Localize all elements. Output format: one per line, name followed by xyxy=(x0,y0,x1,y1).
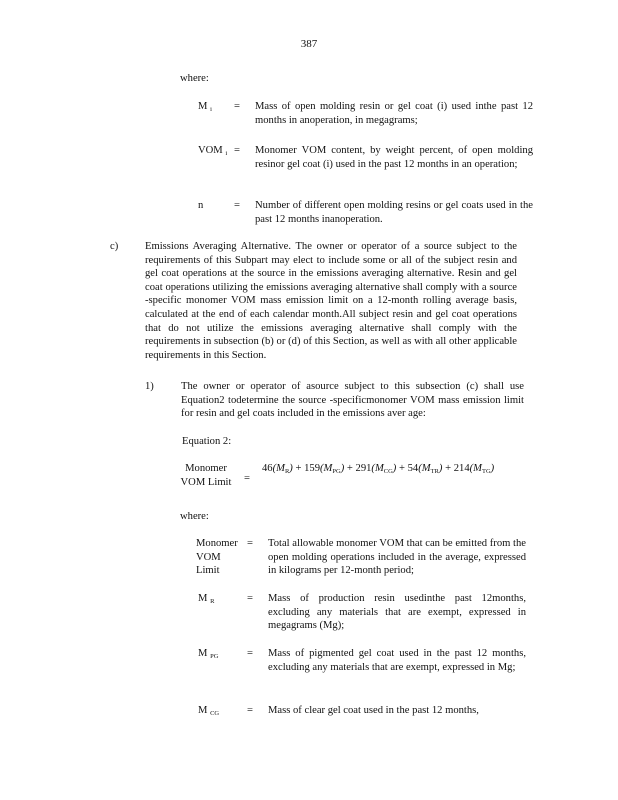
equals-sign: = xyxy=(247,705,253,716)
symbol-n: n xyxy=(198,200,204,211)
definition-monomer-vom-limit: Total allowable monomer VOM that can be emitted from the open molding operations included in the average, expressed in kilograms per 12-month period; xyxy=(268,538,526,577)
equation-label: Equation 2: xyxy=(182,436,232,447)
equals-sign: = xyxy=(234,145,240,156)
item-label-1: 1) xyxy=(145,381,154,392)
definition-n: Number of different open molding resins or gel coats used in the past 12 months inanoperation. xyxy=(255,200,533,225)
symbol-vomi: VOM $_i$ xyxy=(198,145,228,157)
equals-sign: = xyxy=(247,593,253,604)
symbol-monomer-vom-limit: Monomer VOM Limit xyxy=(196,538,238,577)
definition-mr: Mass of production resin usedinthe past 12months, excluding any materials that are exempt, expressed in megagrams (Mg); xyxy=(268,593,526,632)
equals-sign: = xyxy=(247,648,253,659)
equals-sign: = xyxy=(234,200,240,211)
symbol-mcg: M $_{CG}$ xyxy=(198,705,220,717)
symbol-mpg: M $_{PG}$ xyxy=(198,648,219,660)
definition-mi: Mass of open molding resin or gel coat (i) used inthe past 12 months in anoperation, in megagrams; xyxy=(255,101,533,126)
equation-rhs: $46(M_R) + 159(M_{PG}) + 291(M_{CG}) + 54(M_{TR}) + 214(M_{TG})$ xyxy=(262,463,495,475)
equals-sign: = xyxy=(234,101,240,112)
definition-mcg: Mass of clear gel coat used in the past 12 months, xyxy=(268,705,479,716)
where-label-1: where: xyxy=(180,73,209,84)
definition-mpg: Mass of pigmented gel coat used in the past 12 months, excluding any materials that are exempt, expressed in Mg; xyxy=(268,648,526,673)
equation-equals: = xyxy=(244,473,250,484)
section-label-c: c) xyxy=(110,241,119,252)
symbol-mr: M $_R$ xyxy=(198,593,215,605)
symbol-mi: M $_i$ xyxy=(198,101,212,113)
page-number: 387 xyxy=(300,38,318,50)
equals-sign: = xyxy=(247,538,253,549)
item-1-text: The owner or operator of asource subject to this subsection (c) shall use Equation2 todetermine the source -specificmonomer VOM mass emission limit for resin and gel coats included in the emissions aver age: xyxy=(181,381,524,420)
where-label-2: where: xyxy=(180,511,209,522)
section-c-text: Emissions Averaging Alternative. The owner or operator of a source subject to the requirements of this Subpart may elect to include some or all of the subject resin and gel coat operations at the source in the emissions averaging alternative. Resin and gel coat operations utilizing the emissions averaging alternative shall comply with a source -specific monomer VOM mass emission limit on a 12-month rolling average basis, calculated at the end of each calendar month.All subject resin and gel coat operations that do not utilize the emissions averaging alternative shall comply with the requirements in subsection (b) or (d) of this Section, as well as with all other applicable requirements in this Section. xyxy=(145,241,517,361)
definition-vomi: Monomer VOM content, by weight percent, of open molding resinor gel coat (i) used in the past 12 months in an operation; xyxy=(255,145,533,170)
equation-lhs: Monomer VOM Limit xyxy=(180,463,232,488)
